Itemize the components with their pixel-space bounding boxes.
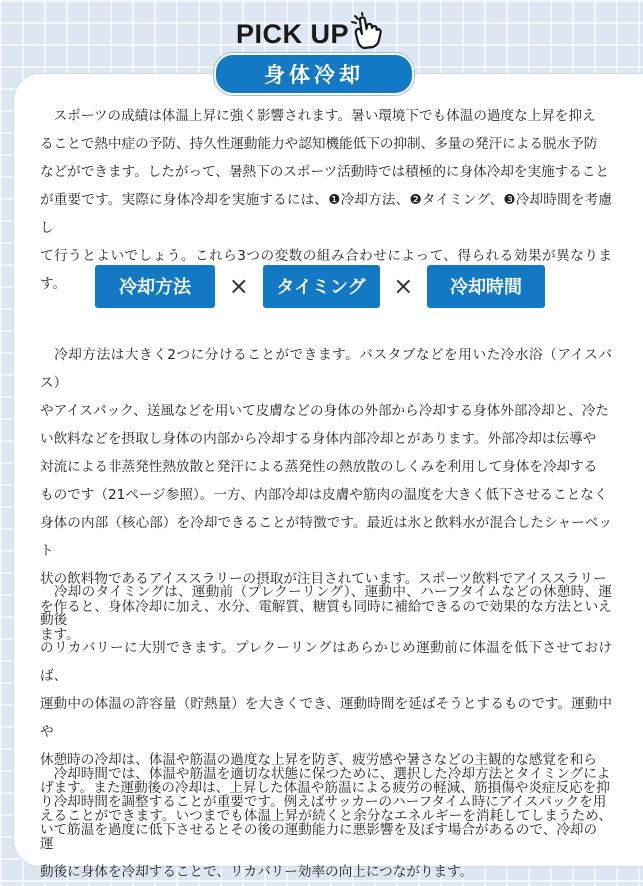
timing-paragraph: 冷却のタイミングは、運動前（プレクーリング）、運動中、ハーフタイムなどの休憩時、運動後 のリカバリーに大別できます。プレクーリングはあらかじめ運動前に体温を低下させておけば、 運動中の体温の許容量（貯熱量）を大きくでき、運動時間を延ばそうとするものです。運動中や 休憩時の冷却は、体温や筋温の過度な上昇を防ぎ、疲労感や暑さなどの主観的な感覚を和ら げます。また運動後の冷却は、上昇した体温や筋温による疲労の軽減、筋損傷や炎症反応を抑 えることができます。いつまでも体温上昇が続くと余分なエネルギーを消耗してしまうため、運 動後に身体を冷却することで、リカバリー効率の向上につながります。 [40, 584, 612, 880]
duration-paragraph: 冷却時間では、体温や筋温を適切な状態に保つために、選択した冷却方法とタイミングによ り冷却時間を調整することが重要です。例えばサッカーのハーフタイム時にアイスパックを用 いて筋温を過度に低下させるとその後の運動能力に悪影響を及ぼす場合があるので、冷却の [40, 766, 611, 838]
multiply-sign: × [228, 272, 249, 300]
pickup-heading [236, 14, 384, 54]
multiply-sign: × [393, 272, 414, 300]
page-title: 身体冷却 [214, 53, 414, 95]
method-paragraph: 冷却方法は大きく2つに分けることができます。バスタブなどを用いた冷水浴（アイスバス） やアイスパック、送風などを用いて皮膚などの身体の外部から冷却する身体外部冷却と、冷た い飲料などを摂取し身体の内部から冷却する身体内部冷却とがあります。外部冷却は伝導や 対流による非蒸発性熱放散と発汗による蒸発性の熱放散のしくみを利用して身体を冷却する ものです（21ページ参照）。一方、内部冷却は皮膚や筋肉の温度を大きく低下させることなく 身体の内部（核心部）を冷却できることが特徴です。最近は氷と飲料水が混合したシャーベット 状の飲料物であるアイススラリーの摂取が注目されています。スポーツ飲料でアイススラリー を作ると、身体冷却に加え、水分、電解質、糖質も同時に補給できるので効果的な方法といえ ます。 [40, 347, 612, 643]
pointing-hand-icon [350, 12, 384, 50]
factor-cooling-method: 冷却方法 [95, 265, 215, 308]
factor-cooling-duration: 冷却時間 [427, 265, 545, 308]
factor-row [95, 263, 545, 309]
factor-timing: タイミング [263, 265, 380, 308]
pickup-label: PICK UP [236, 18, 350, 49]
intro-paragraph: スポーツの成績は体温上昇に強く影響されます。暑い環境下でも体温の過度な上昇を抑え ることで熱中症の予防、持久性運動能力や認知機能低下の抑制、多量の発汗による脱水予防 などができます。したがって、暑熱下のスポーツ活動時では積極的に身体冷却を実施すること が重要です。実際に身体冷却を実施するには、❶冷却方法、❷タイミング、❸冷却時間を考慮し て行うとよいでしょう。これら3つの変数の組み合わせによって、得られる効果が異なります。 [40, 108, 612, 292]
